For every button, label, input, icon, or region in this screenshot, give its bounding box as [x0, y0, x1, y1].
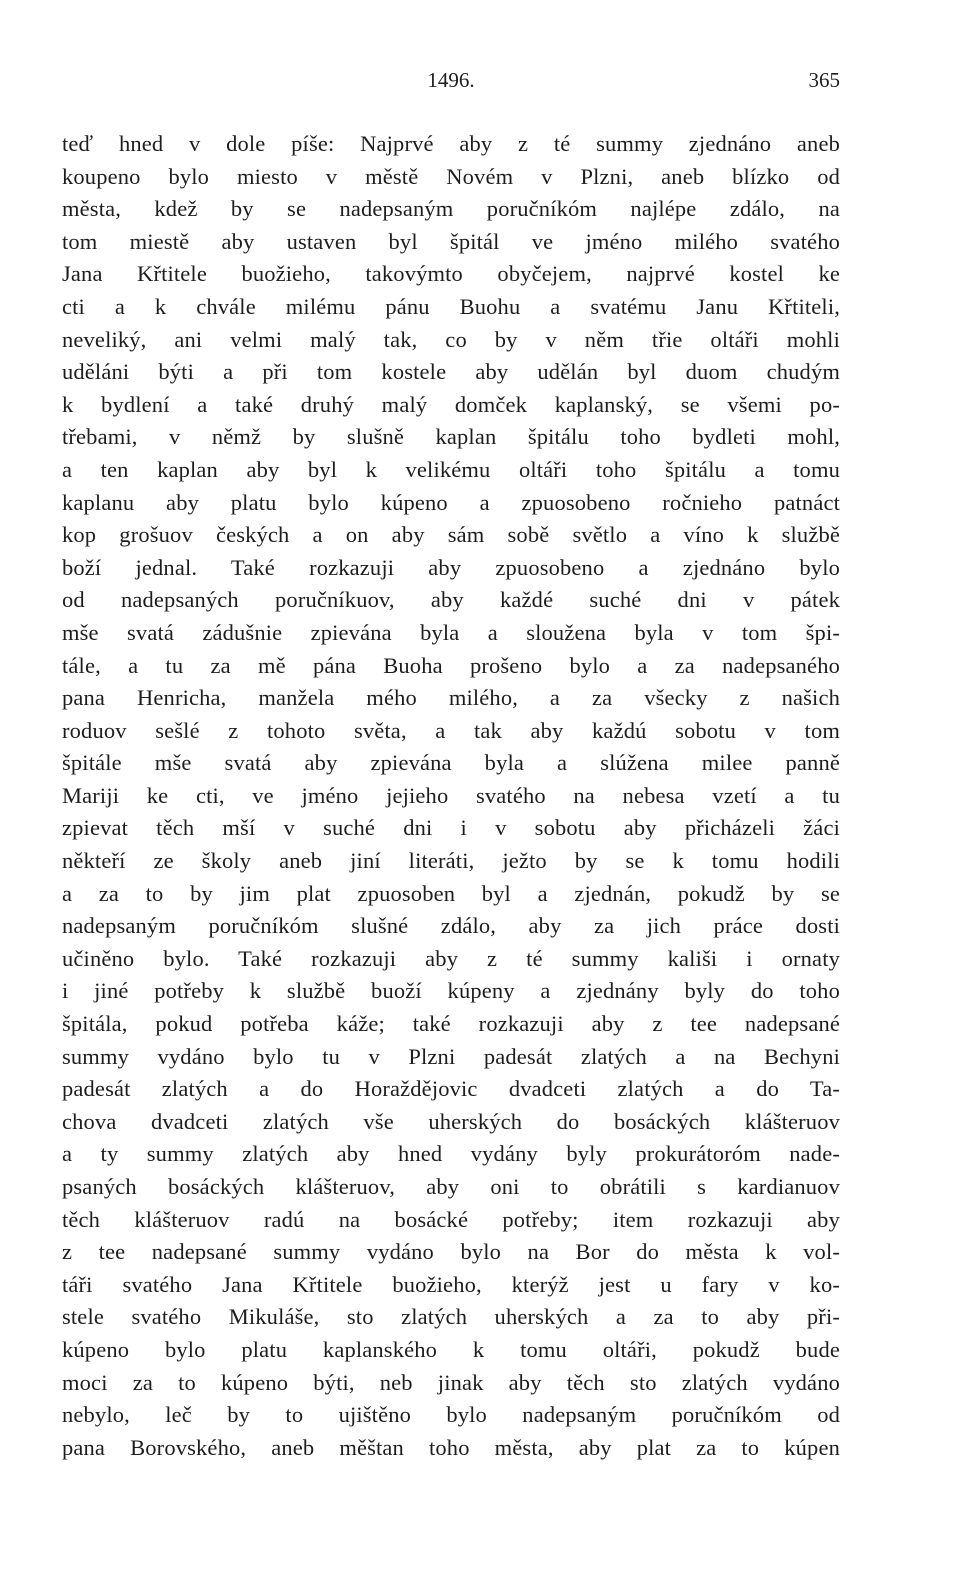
text-line: summy vydáno bylo tu v Plzni padesát zlatých a na Bechyni — [62, 1043, 840, 1069]
text-line: nadepsaným poručníkóm slušné zdálo, aby za jich práce dosti — [62, 913, 840, 939]
text-line: a za to by jim plat zpuosoben byl a zjednán, pokudž by se — [62, 880, 840, 906]
text-line: Jana Křtitele buožieho, takovýmto obyčejem, najprvé kostel ke — [62, 261, 840, 287]
header-year: 1496. — [427, 68, 475, 92]
text-line: cti a k chvále milému pánu Buohu a svatému Janu Křtiteli, — [62, 293, 840, 319]
text-line: teď hned v dole píše: Najprvé aby z té summy zjednáno aneb — [62, 131, 840, 156]
text-line: i jiné potřeby k službě buoží kúpeny a zjednány byly do toho — [62, 978, 840, 1004]
text-line: a ten kaplan aby byl k velikému oltáři toho špitálu a tomu — [62, 456, 840, 482]
text-line: pana Borovského, aneb měštan toho města, aby plat za to kúpen — [62, 1434, 840, 1460]
text-line: kaplanu aby platu bylo kúpeno a zpuosobeno ročnieho patnáct — [62, 489, 840, 515]
text-line: pana Henricha, manžela mého milého, a za všecky z našich — [62, 685, 840, 711]
text-line: stele svatého Mikuláše, sto zlatých uherských a za to aby při- — [62, 1304, 840, 1330]
text-line: zpievat těch mší v suché dni i v sobotu aby přicházeli žáci — [62, 815, 840, 841]
text-line: špitála, pokud potřeba káže; také rozkazuji aby z tee nadepsané — [62, 1011, 840, 1037]
text-line: z tee nadepsané summy vydáno bylo na Bor do města k vol- — [62, 1239, 840, 1265]
text-line: chova dvadceti zlatých vše uherských do bosáckých klášteruov — [62, 1108, 840, 1134]
text-line: koupeno bylo miesto v městě Novém v Plzni, aneb blízko od — [62, 163, 840, 189]
text-line: nebylo, leč by to ujištěno bylo nadepsaným poručníkóm od — [62, 1402, 840, 1428]
text-line: špitále mše svatá aby zpievána byla a slúžena milee panně — [62, 750, 840, 776]
text-line: neveliký, ani velmi malý tak, co by v něm třie oltáři mohli — [62, 326, 840, 352]
text-line: kúpeno bylo platu kaplanského k tomu oltáři, pokudž bude — [62, 1336, 840, 1362]
text-line: města, kdež by se nadepsaným poručníkóm najlépe zdálo, na — [62, 196, 840, 222]
text-line: od nadepsaných poručníkuov, aby každé suché dni v pátek — [62, 587, 840, 613]
page-number: 365 — [808, 68, 840, 92]
text-line: tále, a tu za mě pána Buoha prošeno bylo a za nadepsaného — [62, 652, 840, 678]
text-line: moci za to kúpeno býti, neb jinak aby těch sto zlatých vydáno — [62, 1369, 840, 1395]
running-head — [62, 68, 840, 98]
text-line: kop grošuov českých a on aby sám sobě světlo a víno k službě — [62, 522, 840, 548]
text-line: roduov sešlé z tohoto světa, a tak aby každú sobotu v tom — [62, 717, 840, 743]
text-line: padesát zlatých a do Horaždějovic dvadceti zlatých a do Ta- — [62, 1076, 840, 1102]
text-line: mše svatá zádušnie zpievána byla a sloužena byla v tom špi- — [62, 619, 840, 645]
text-line: těch klášteruov radú na bosácké potřeby; item rozkazuji aby — [62, 1206, 840, 1232]
body-text — [62, 128, 840, 1464]
text-line: tom miestě aby ustaven byl špitál ve jméno milého svatého — [62, 228, 840, 254]
text-line: táři svatého Jana Křtitele buožieho, kterýž jest u fary v ko- — [62, 1271, 840, 1297]
text-line: a ty summy zlatých aby hned vydány byly prokurátoróm nade- — [62, 1141, 840, 1167]
text-line: někteří ze školy aneb jiní literáti, ježto by se k tomu hodili — [62, 848, 840, 874]
text-line: k bydlení a také druhý malý domček kaplanský, se všemi po- — [62, 391, 840, 417]
text-line: učiněno bylo. Také rozkazuji aby z té summy kališi i ornaty — [62, 945, 840, 971]
text-line: psaných bosáckých klášteruov, aby oni to obrátili s kardianuov — [62, 1174, 840, 1199]
text-line: třebami, v němž by slušně kaplan špitálu toho bydleti mohl, — [62, 424, 840, 450]
text-line: boží jednal. Také rozkazuji aby zpuosobeno a zjednáno bylo — [62, 554, 840, 580]
text-line: Mariji ke cti, ve jméno jejieho svatého na nebesa vzetí a tu — [62, 782, 840, 808]
text-line: uděláni býti a při tom kostele aby udělán byl duom chudým — [62, 359, 840, 385]
